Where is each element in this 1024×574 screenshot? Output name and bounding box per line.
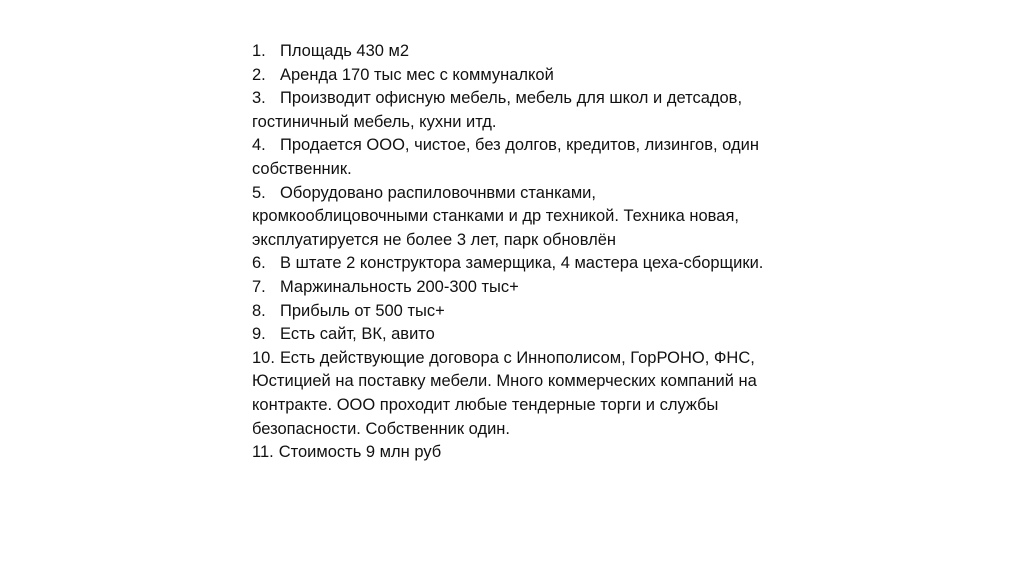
- item-number: 7.: [252, 277, 266, 296]
- item-number: 8.: [252, 301, 266, 320]
- list-item: [252, 40, 772, 64]
- item-text: Прибыль от 500 тыс+: [280, 301, 445, 320]
- list-item: [252, 347, 772, 441]
- item-number: 1.: [252, 42, 266, 60]
- item-text: Производит офисную мебель, мебель для школ и детсадов, гостиничный мебель, кухни итд.: [252, 89, 743, 131]
- list-item: [252, 323, 772, 347]
- item-text: Есть действующие договора с Иннополисом, ГорРОНО, ФНС, Юстицией на поставку мебели. Много коммерческих компаний на контракте. ООО проходит любые тендерные торги и службы безопасности. Собственник один.: [252, 348, 757, 438]
- list-item: [252, 87, 772, 134]
- list-item: [252, 276, 772, 300]
- item-text: В штате 2 конструктора замерщика, 4 мастера цеха-сборщики.: [280, 254, 764, 273]
- item-text: Площадь 430 м2: [280, 42, 410, 60]
- numbered-list: [252, 40, 772, 465]
- item-number: 3.: [252, 89, 266, 108]
- item-text: Есть сайт, ВК, авито: [280, 325, 435, 344]
- item-text: Оборудовано распиловочнвми станками, кромкооблицовочными станками и др техникой. Техника новая, эксплуатируется не более 3 лет, парк обновлён: [252, 183, 739, 249]
- list-item: [252, 134, 772, 181]
- item-number: 6.: [252, 254, 266, 273]
- item-number: 9.: [252, 325, 266, 344]
- item-number: 11.: [252, 443, 274, 462]
- list-item: [252, 182, 772, 253]
- item-text: Продается ООО, чистое, без долгов, кредитов, лизингов, один собственник.: [252, 136, 759, 178]
- item-number: 2.: [252, 65, 266, 84]
- item-text: Аренда 170 тыс мес с коммуналкой: [280, 65, 554, 84]
- item-text: Стоимость 9 млн руб: [278, 443, 442, 462]
- list-item: [252, 252, 772, 276]
- list-item: [252, 300, 772, 324]
- item-number: 10.: [252, 348, 275, 367]
- item-text: Маржинальность 200-300 тыс+: [280, 277, 519, 296]
- list-item: [252, 64, 772, 88]
- item-number: 5.: [252, 183, 266, 202]
- item-number: 4.: [252, 136, 266, 155]
- list-item: [252, 441, 772, 465]
